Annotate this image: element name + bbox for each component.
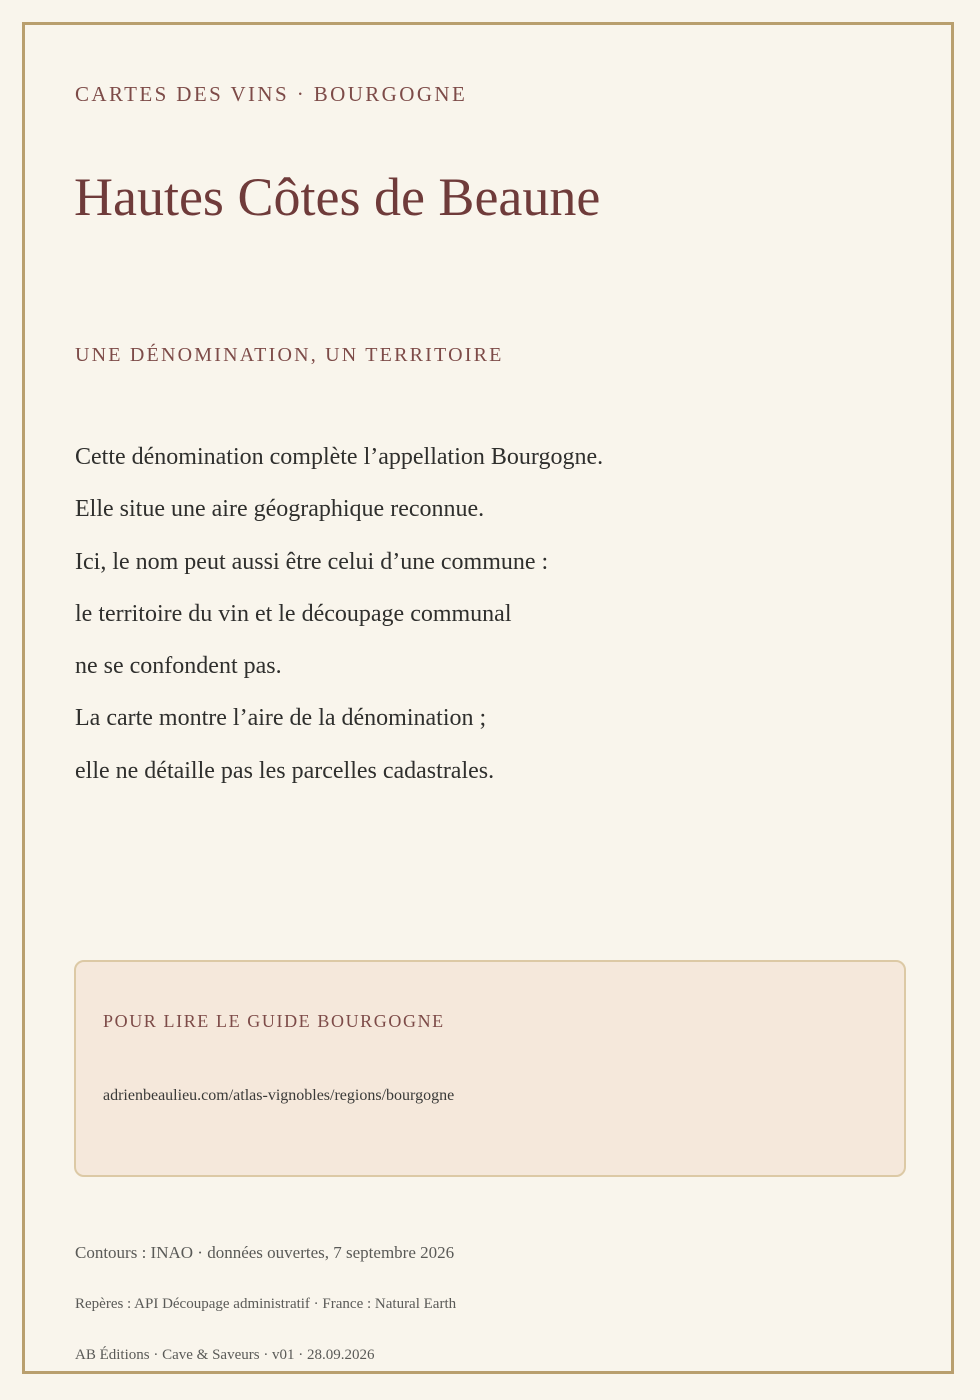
body-line: ne se confondent pas. xyxy=(75,653,282,680)
page-title: Hautes Côtes de Beaune xyxy=(74,167,601,227)
body-line: le territoire du vin et le découpage communal xyxy=(75,600,512,627)
guide-box xyxy=(74,960,906,1177)
guide-label: POUR LIRE LE GUIDE BOURGOGNE xyxy=(103,1011,445,1031)
body-line: Elle situe une aire géographique reconnue. xyxy=(75,496,485,523)
body-line: Cette dénomination complète l’appellation Bourgogne. xyxy=(75,444,604,470)
credit-sources: Contours : INAO · données ouvertes, 7 septembre 2026 xyxy=(75,1243,455,1262)
body-line: La carte montre l’aire de la dénomination ; xyxy=(75,705,487,732)
section-heading: UNE DÉNOMINATION, UN TERRITOIRE xyxy=(75,344,504,366)
guide-link[interactable]: adrienbeaulieu.com/atlas-vignobles/regions/bourgogne xyxy=(103,1087,455,1104)
credit-edition: AB Éditions · Cave & Saveurs · v01 · 28.09.2026 xyxy=(75,1347,375,1363)
body-line: Ici, le nom peut aussi être celui d’une commune : xyxy=(75,548,549,575)
body-line: elle ne détaille pas les parcelles cadastrales. xyxy=(75,757,495,784)
credit-references: Repères : API Découpage administratif · France : Natural Earth xyxy=(75,1296,457,1312)
body-text xyxy=(75,431,603,797)
series-kicker: CARTES DES VINS · BOURGOGNE xyxy=(75,82,468,106)
